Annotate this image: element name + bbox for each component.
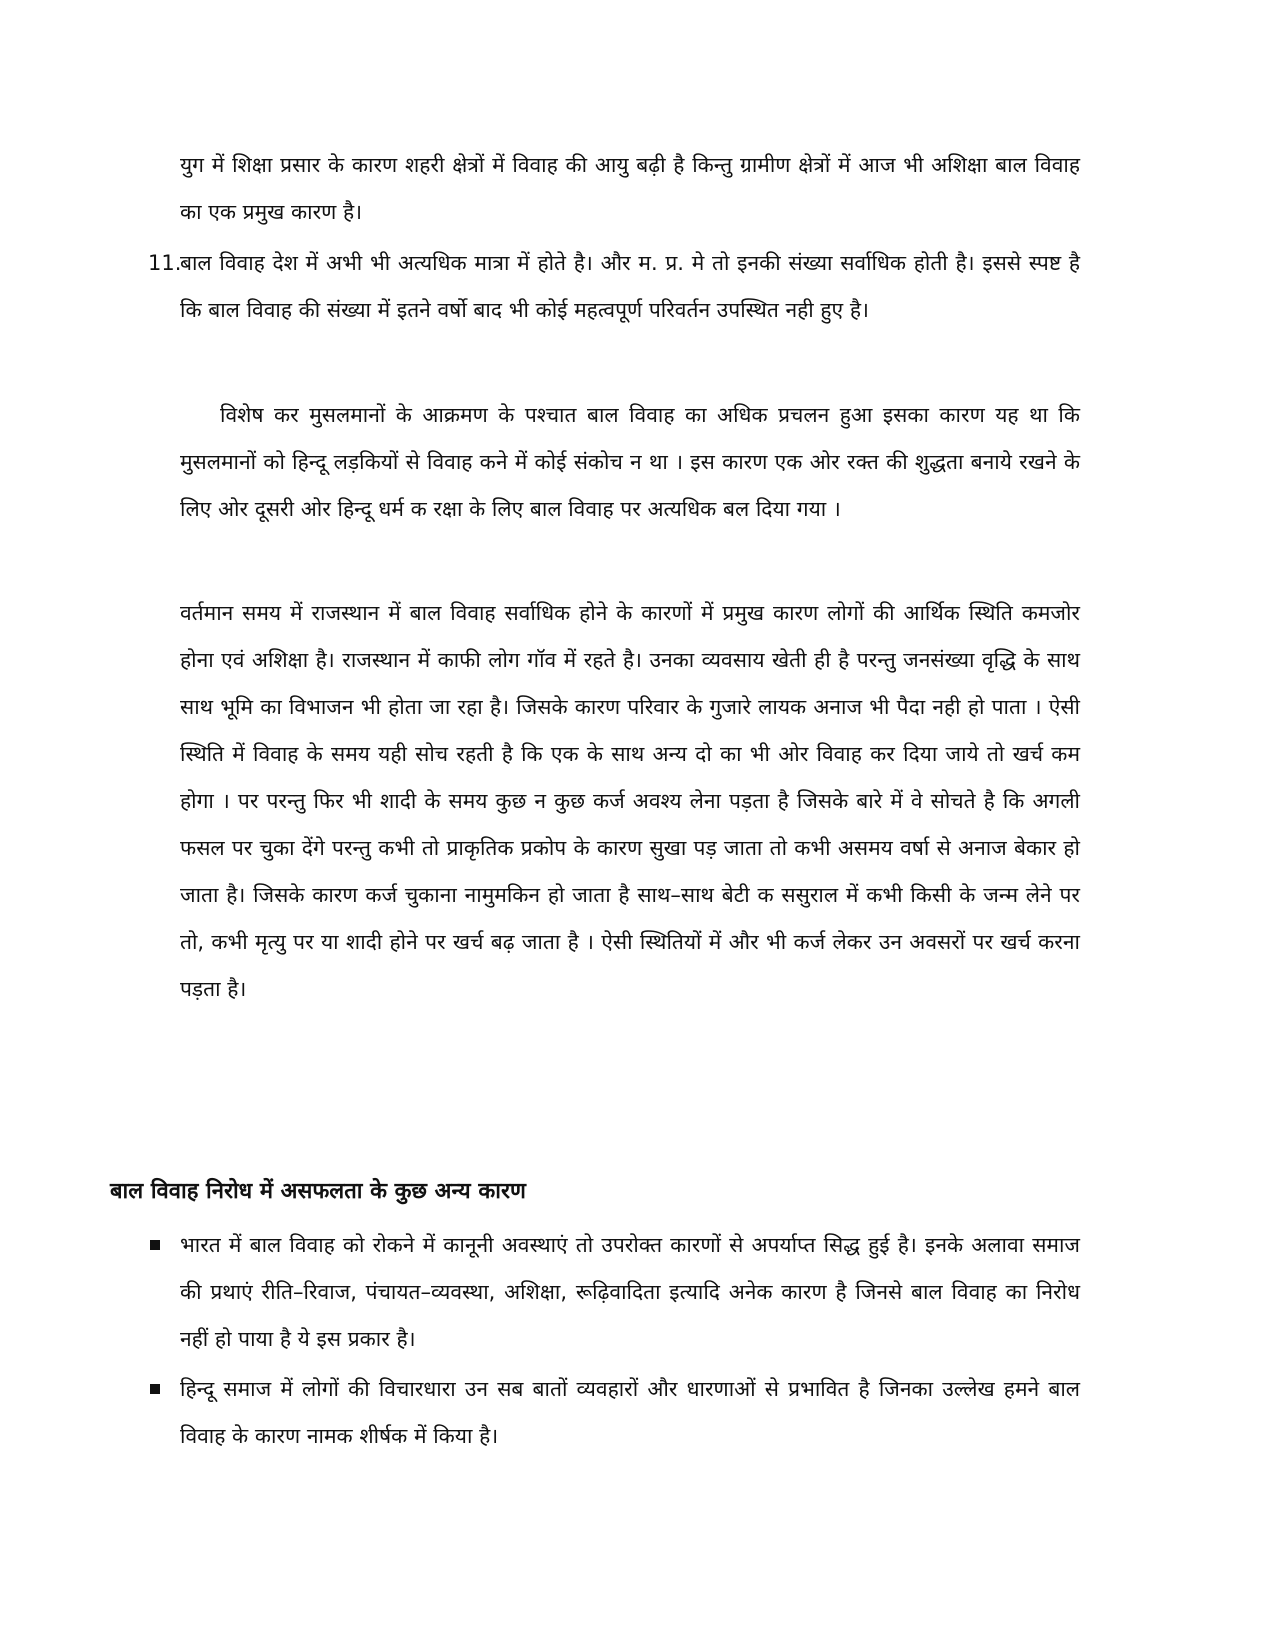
bullet-icon <box>150 1384 160 1394</box>
section-heading: बाल विवाह निरोध में असफलता के कुछ अन्य कारण <box>110 1179 526 1204</box>
paragraph-2: बाल विवाह देश में अभी भी अत्यधिक मात्रा में होते है। और म. प्र. मे तो इनकी संख्या सर्वाधिक होती है। इससे स्पष्ट है कि बाल विवाह की संख्या में इतने वर्षो बाद भी कोई महत्वपूर्ण परिवर्तन उपस्थित नही हुए है। <box>180 251 1080 322</box>
paragraph-4: वर्तमान समय में राजस्थान में बाल विवाह सर्वाधिक होने के कारणों में प्रमुख कारण लोगों की आर्थिक स्थिति कमजोर होना एवं अशिक्षा है। राजस्थान में काफी लोग गॉव में रहते है। उनका व्यवसाय खेती ही है परन्तु जनसंख्या वृद्धि के साथ साथ भूमि का विभाजन भी होता जा रहा है। जिसके कारण परिवार के गुजारे लायक अनाज भी पैदा नही हो पाता । ऐसी स्थिति में विवाह के समय यही सोच रहती है कि एक के साथ अन्य दो का भी ओर विवाह कर दिया जाये तो खर्च कम होगा । पर परन्तु फिर भी शादी के समय कुछ न कुछ कर्ज अवश्य लेना पड़ता है जिसके बारे में वे सोचते है कि अगली फसल पर चुका देंगे परन्तु कभी तो प्राकृतिक प्रकोप के कारण सुखा पड़ जाता तो कभी असमय वर्षा से अनाज बेकार हो जाता है। जिसके कारण कर्ज चुकाना नामुमकिन हो जाता है साथ–साथ बेटी क ससुराल में कभी किसी के जन्म लेने पर तो, कभी मृत्यु पर या शादी होने पर खर्च बढ़ जाता है । ऐसी स्थितियों में और भी कर्ज लेकर उन अवसरों पर खर्च करना पड़ता है। <box>180 601 1080 1001</box>
paragraph-3: विशेष कर मुसलमानों के आक्रमण के पश्चात बाल विवाह का अधिक प्रचलन हुआ इसका कारण यह था कि मुसलमानों को हिन्दू लड़कियों से विवाह कने में कोई संकोच न था । इस कारण एक ओर रक्त की शुद्धता बनाये रखने के लिए ओर दूसरी ओर हिन्दू धर्म क रक्षा के लिए बाल विवाह पर अत्यधिक बल दिया गया । <box>180 403 1080 521</box>
bullet-icon <box>150 1240 160 1250</box>
list-number-11: 11. <box>148 251 182 275</box>
bullet-item-1: भारत में बाल विवाह को रोकने में कानूनी अवस्थाएं तो उपरोक्त कारणों से अपर्याप्त सिद्ध हुई है। इनके अलावा समाज की प्रथाएं रीति–रिवाज, पंचायत–व्यवस्था, अशिक्षा, रूढ़िवादिता इत्यादि अनेक कारण है जिनसे बाल विवाह का निरोध नहीं हो पाया है ये इस प्रकार है। <box>180 1233 1080 1351</box>
bullet-item-2: हिन्दू समाज में लोगों की विचारधारा उन सब बातों व्यवहारों और धारणाओं से प्रभावित है जिनका उल्लेख हमने बाल विवाह के कारण नामक शीर्षक में किया है। <box>180 1377 1080 1448</box>
paragraph-1: युग में शिक्षा प्रसार के कारण शहरी क्षेत्रों में विवाह की आयु बढ़ी है किन्तु ग्रामीण क्षेत्रों में आज भी अशिक्षा बाल विवाह का एक प्रमुख कारण है। <box>180 153 1080 224</box>
